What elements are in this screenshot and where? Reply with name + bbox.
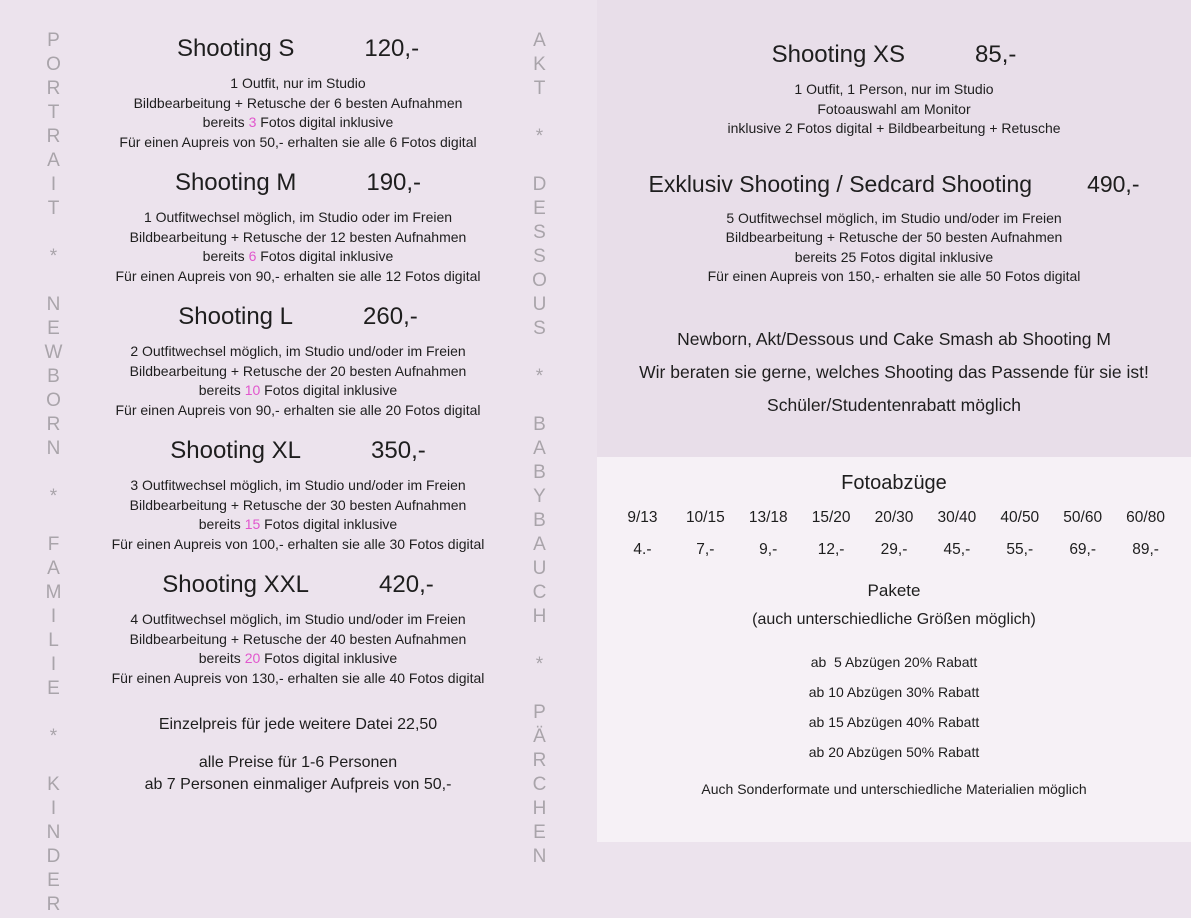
- package-title-row: [597, 40, 1191, 70]
- discount-line: ab 5 Abzügen 20% Rabatt: [810, 654, 978, 670]
- prints-title: Fotoabzüge: [841, 472, 947, 494]
- package-name: Shooting S: [176, 35, 295, 62]
- package-detail-line: Für einen Aupreis von 50,- erhalten sie alle 6 Fotos digital: [119, 133, 477, 150]
- package-detail-line: Bildbearbeitung + Retusche der 6 besten Aufnahmen: [133, 94, 463, 111]
- print-price: 55,-: [1006, 541, 1034, 558]
- print-size: 13/18: [748, 509, 788, 526]
- detail-post: Fotos digital inklusive: [256, 114, 394, 130]
- package-detail-line: 4 Outfitwechsel möglich, im Studio und/oder im Freien: [130, 611, 466, 627]
- prints-footer-note: Auch Sonderformate und unterschiedliche Materialien möglich: [701, 781, 1087, 797]
- package-title-row: [78, 34, 518, 64]
- package-detail-line: 2 Outfitwechsel möglich, im Studio und/oder im Freien: [130, 343, 466, 359]
- detail-post: Fotos digital inklusive: [260, 382, 398, 398]
- package-detail-line: 1 Outfitwechsel möglich, im Studio oder im Freien: [143, 209, 453, 225]
- print-sizes-row: [611, 507, 1177, 529]
- package-detail-line: Bildbearbeitung + Retusche der 50 besten Aufnahmen: [725, 229, 1063, 245]
- print-size: 9/13: [627, 509, 658, 526]
- package-detail-line: 1 Outfit, 1 Person, nur im Studio: [794, 81, 994, 97]
- info-line: Wir beraten sie gerne, welches Shooting das Passende für sie ist!: [639, 361, 1149, 382]
- print-size: 10/15: [685, 509, 725, 526]
- package-detail-line: Für einen Aupreis von 150,- erhalten sie alle 50 Fotos digital: [707, 268, 1081, 284]
- package-detail-line: Bildbearbeitung + Retusche der 40 besten Aufnahmen: [129, 630, 467, 647]
- detail-pre: bereits: [198, 516, 245, 532]
- detail-post: Fotos digital inklusive: [260, 650, 398, 666]
- package-detail-line: Bildbearbeitung + Retusche der 20 besten Aufnahmen: [129, 362, 467, 379]
- print-price: 4.-: [633, 541, 652, 558]
- package-title-row: [78, 570, 518, 600]
- pakete-subtitle: (auch unterschiedliche Größen möglich): [752, 611, 1036, 628]
- package-detail-line: 5 Outfitwechsel möglich, im Studio und/oder im Freien: [726, 209, 1062, 226]
- package-detail-line: [78, 381, 518, 401]
- package-name: Shooting XXL: [162, 571, 310, 598]
- package-shooting-l: [78, 302, 518, 420]
- package-detail-line: [78, 247, 518, 267]
- package-title-row: [78, 302, 518, 332]
- discount-line: ab 20 Abzügen 50% Rabatt: [808, 744, 980, 760]
- shooting-info-note: [597, 323, 1191, 422]
- package-shooting-xl: [78, 436, 518, 554]
- package-name: Shooting M: [174, 169, 297, 196]
- package-detail-line: [78, 649, 518, 669]
- extra-file-price-line: Einzelpreis für jede weitere Datei 22,50: [158, 716, 438, 733]
- included-photos-count: 3: [248, 114, 257, 130]
- print-price: 45,-: [943, 541, 971, 558]
- detail-pre: bereits: [202, 248, 249, 264]
- package-title-row: [78, 436, 518, 466]
- package-detail-line: Für einen Aupreis von 90,- erhalten sie alle 12 Fotos digital: [115, 267, 481, 284]
- detail-pre: bereits: [202, 114, 249, 130]
- package-price: 85,-: [975, 41, 1017, 68]
- middle-margin-text: AKT * DESSOUS * BABYBAUCH * PÄRCHEN: [529, 30, 550, 870]
- discount-line: ab 15 Abzügen 40% Rabatt: [808, 714, 980, 730]
- package-detail-line: inklusive 2 Fotos digital + Bildbearbeitung + Retusche: [727, 120, 1061, 136]
- print-price: 89,-: [1132, 541, 1159, 558]
- print-prices-row: [611, 539, 1177, 561]
- package-price: 490,-: [1087, 170, 1140, 197]
- included-photos-count: 6: [248, 248, 257, 264]
- package-shooting-xxl: [78, 570, 518, 688]
- right-price-list: [597, 40, 1191, 422]
- detail-pre: bereits: [198, 650, 245, 666]
- print-size: 15/20: [811, 509, 851, 526]
- included-photos-count: 20: [244, 650, 261, 666]
- print-size: 20/30: [874, 509, 914, 526]
- persons-note: [78, 752, 518, 796]
- info-line: Schüler/Studentenrabatt möglich: [767, 394, 1021, 415]
- package-detail-line: 1 Outfit, nur im Studio: [230, 75, 366, 91]
- package-detail-line: Bildbearbeitung + Retusche der 12 besten Aufnahmen: [129, 228, 467, 245]
- discount-line: ab 10 Abzügen 30% Rabatt: [808, 684, 980, 700]
- prints-panel: [597, 457, 1191, 842]
- package-name: Shooting XL: [170, 437, 302, 464]
- detail-post: Fotos digital inklusive: [256, 248, 394, 264]
- package-price: 120,-: [364, 35, 420, 62]
- package-price: 260,-: [363, 303, 418, 330]
- info-line: Newborn, Akt/Dessous und Cake Smash ab Shooting M: [677, 328, 1111, 349]
- included-photos-count: 15: [244, 516, 261, 532]
- package-title-row: [78, 168, 518, 198]
- package-price: 420,-: [379, 571, 434, 598]
- print-price: 12,-: [817, 541, 845, 558]
- package-title-row: [597, 169, 1191, 199]
- package-detail-line: bereits 25 Fotos digital inklusive: [794, 248, 994, 265]
- detail-post: Fotos digital inklusive: [260, 516, 398, 532]
- package-shooting-m: [78, 168, 518, 286]
- print-size: 30/40: [937, 509, 977, 526]
- package-name: Shooting L: [178, 303, 294, 330]
- package-exklusiv-sedcard: [597, 169, 1191, 287]
- pakete-title: Pakete: [867, 581, 921, 600]
- included-photos-count: 10: [244, 382, 261, 398]
- package-price: 190,-: [366, 169, 422, 196]
- print-size: 60/80: [1126, 509, 1165, 526]
- persons-note-line: ab 7 Personen einmaliger Aufpreis von 50,-: [144, 776, 452, 793]
- package-shooting-xs: [597, 40, 1191, 139]
- print-price: 7,-: [696, 541, 715, 558]
- package-price: 350,-: [371, 437, 426, 464]
- package-detail-line: Fotoauswahl am Monitor: [817, 100, 971, 117]
- package-detail-line: Für einen Aupreis von 130,- erhalten sie alle 40 Fotos digital: [111, 669, 485, 686]
- print-size: 50/60: [1063, 509, 1103, 526]
- package-shooting-s: [78, 34, 518, 152]
- package-detail-line: [78, 113, 518, 133]
- print-size: 40/50: [1000, 509, 1040, 526]
- discount-list: [611, 647, 1177, 767]
- prints-content: [597, 457, 1191, 799]
- left-margin-text: PORTRAIT * NEWBORN * FAMILIE * KINDER: [43, 30, 64, 918]
- package-detail-line: Für einen Aupreis von 100,- erhalten sie alle 30 Fotos digital: [111, 535, 485, 552]
- left-price-list: [78, 34, 518, 796]
- persons-note-line: alle Preise für 1-6 Personen: [198, 754, 398, 771]
- right-page-top: [597, 0, 1191, 457]
- package-detail-line: 3 Outfitwechsel möglich, im Studio und/oder im Freien: [130, 477, 466, 493]
- package-detail-line: [78, 515, 518, 535]
- package-detail-line: Für einen Aupreis von 90,- erhalten sie alle 20 Fotos digital: [115, 401, 481, 418]
- detail-pre: bereits: [198, 382, 245, 398]
- package-detail-line: Bildbearbeitung + Retusche der 30 besten Aufnahmen: [129, 496, 467, 513]
- print-price: 9,-: [759, 541, 778, 558]
- print-price: 69,-: [1069, 541, 1097, 558]
- package-name: Exklusiv Shooting / Sedcard Shooting: [648, 170, 1033, 197]
- package-name: Shooting XS: [771, 41, 906, 68]
- print-price: 29,-: [880, 541, 908, 558]
